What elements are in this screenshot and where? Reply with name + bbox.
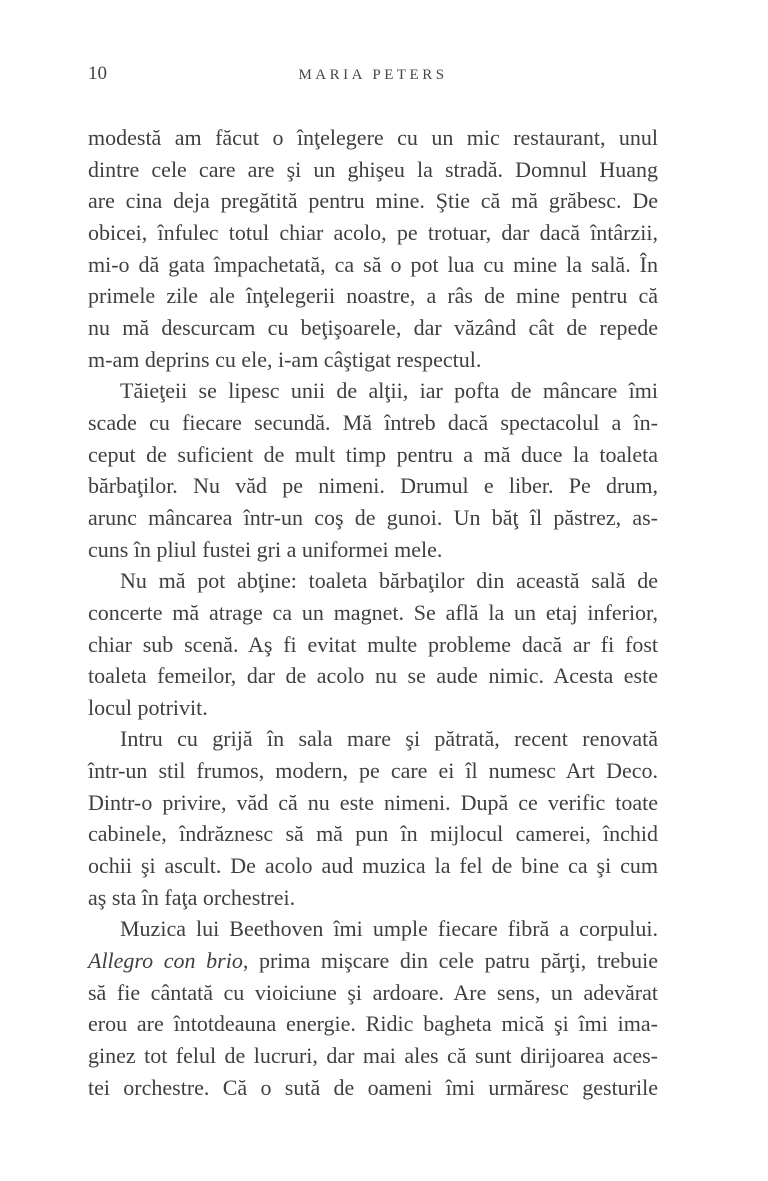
text-segment: chiar sub scenă. Aş fi evitat multe probleme dacă ar fi fost bbox=[88, 631, 658, 657]
text-segment: cabinele, îndrăznesc să mă pun în mijlocul camerei, închid bbox=[88, 821, 658, 847]
text-segment: ceput de suficient de mult timp pentru a mă duce la toaleta bbox=[88, 441, 658, 467]
text-segment: Tăieţeii se lipesc unii de alţii, iar pofta de mâncare îmi bbox=[120, 378, 658, 404]
text-segment: cuns în pliul fustei gri a uniformei mele. bbox=[88, 536, 443, 562]
text-segment: toaleta femeilor, dar de acolo nu se aude nimic. Acesta este bbox=[88, 663, 658, 689]
text-segment: m-am deprins cu ele, i-am câştigat respectul. bbox=[88, 346, 482, 372]
text-segment: ginez tot felul de lucruri, dar mai ales că sunt dirijoarea aces- bbox=[88, 1043, 658, 1069]
text-segment: locul potrivit. bbox=[88, 694, 208, 720]
text-line bbox=[88, 977, 658, 1009]
text-line bbox=[88, 534, 658, 566]
paragraph bbox=[88, 913, 658, 1103]
text-segment: are cina deja pregătită pentru mine. Ştie că mă grăbesc. De bbox=[88, 188, 658, 214]
text-segment: arunc mâncarea într-un coş de gunoi. Un băţ îl păstrez, as- bbox=[88, 504, 658, 530]
text-line bbox=[88, 1040, 658, 1072]
text-segment: erou are întotdeauna energie. Ridic bagheta mică şi îmi ima- bbox=[88, 1011, 658, 1037]
text-line bbox=[88, 1072, 658, 1104]
text-line bbox=[88, 660, 658, 692]
text-line bbox=[88, 818, 658, 850]
text-segment: Muzica lui Beethoven îmi umple fiecare fibră a corpului. bbox=[120, 916, 658, 942]
text-line bbox=[88, 629, 658, 661]
text-line bbox=[88, 470, 658, 502]
running-head-author: MARIA PETERS bbox=[298, 67, 448, 83]
text-segment: mi-o dă gata împachetată, ca să o pot lua cu mine la sală. În bbox=[88, 251, 658, 277]
text-line bbox=[88, 312, 658, 344]
text-line bbox=[88, 945, 658, 977]
text-line bbox=[88, 755, 658, 787]
text-line bbox=[88, 913, 658, 945]
page-number: 10 bbox=[88, 63, 107, 84]
text-line bbox=[88, 344, 658, 376]
italic-text: Allegro con brio bbox=[88, 948, 243, 974]
text-segment: modestă am făcut o înţelegere cu un mic restaurant, unul bbox=[88, 125, 658, 150]
text-segment: bărbaţilor. Nu văd pe nimeni. Drumul e liber. Pe drum, bbox=[88, 473, 658, 499]
text-line bbox=[88, 185, 658, 217]
paragraph bbox=[88, 122, 658, 375]
page-body bbox=[88, 122, 658, 1103]
text-line bbox=[88, 723, 658, 755]
text-segment: ochii şi ascult. De acolo aud muzica la fel de bine ca şi cum bbox=[88, 853, 658, 879]
text-line bbox=[88, 597, 658, 629]
text-segment: obicei, înfulec totul chiar acolo, pe trotuar, dar dacă întârzii, bbox=[88, 219, 658, 245]
text-line bbox=[88, 692, 658, 724]
text-line bbox=[88, 122, 658, 154]
text-segment: dintre cele care are şi un ghişeu la stradă. Domnul Huang bbox=[88, 156, 658, 182]
text-line bbox=[88, 375, 658, 407]
text-line bbox=[88, 439, 658, 471]
text-line bbox=[88, 502, 658, 534]
text-line bbox=[88, 217, 658, 249]
text-line bbox=[88, 850, 658, 882]
text-segment: Dintr-o privire, văd că nu este nimeni. După ce verific toate bbox=[88, 789, 658, 815]
text-line bbox=[88, 407, 658, 439]
paragraph bbox=[88, 375, 658, 565]
text-segment: nu mă descurcam cu beţişoarele, dar văzând cât de repede bbox=[88, 314, 658, 340]
text-segment: primele zile ale înţelegerii noastre, a râs de mine pentru că bbox=[88, 283, 658, 309]
text-line bbox=[88, 787, 658, 819]
text-segment: să fie cântată cu vioiciune şi ardoare. Are sens, un adevărat bbox=[88, 979, 658, 1005]
text-line bbox=[88, 882, 658, 914]
text-segment: Nu mă pot abţine: toaleta bărbaţilor din această sală de bbox=[120, 568, 658, 594]
text-segment: într-un stil frumos, modern, pe care ei îl numesc Art Deco. bbox=[88, 758, 658, 784]
text-line bbox=[88, 249, 658, 281]
text-line bbox=[88, 1008, 658, 1040]
text-line bbox=[88, 280, 658, 312]
text-segment: Intru cu grijă în sala mare şi pătrată, recent renovată bbox=[120, 726, 658, 752]
paragraph bbox=[88, 565, 658, 723]
text-segment: concerte mă atrage ca un magnet. Se află la un etaj inferior, bbox=[88, 599, 658, 625]
text-line bbox=[88, 154, 658, 186]
text-line bbox=[88, 565, 658, 597]
text-segment: scade cu fiecare secundă. Mă întreb dacă spectacolul a în- bbox=[88, 409, 658, 435]
text-segment: tei orchestre. Că o sută de oameni îmi urmăresc gesturile bbox=[88, 1074, 658, 1100]
paragraph bbox=[88, 723, 658, 913]
text-segment: , prima mişcare din cele patru părţi, trebuie bbox=[242, 948, 658, 974]
text-segment: aş sta în faţa orchestrei. bbox=[88, 884, 296, 910]
